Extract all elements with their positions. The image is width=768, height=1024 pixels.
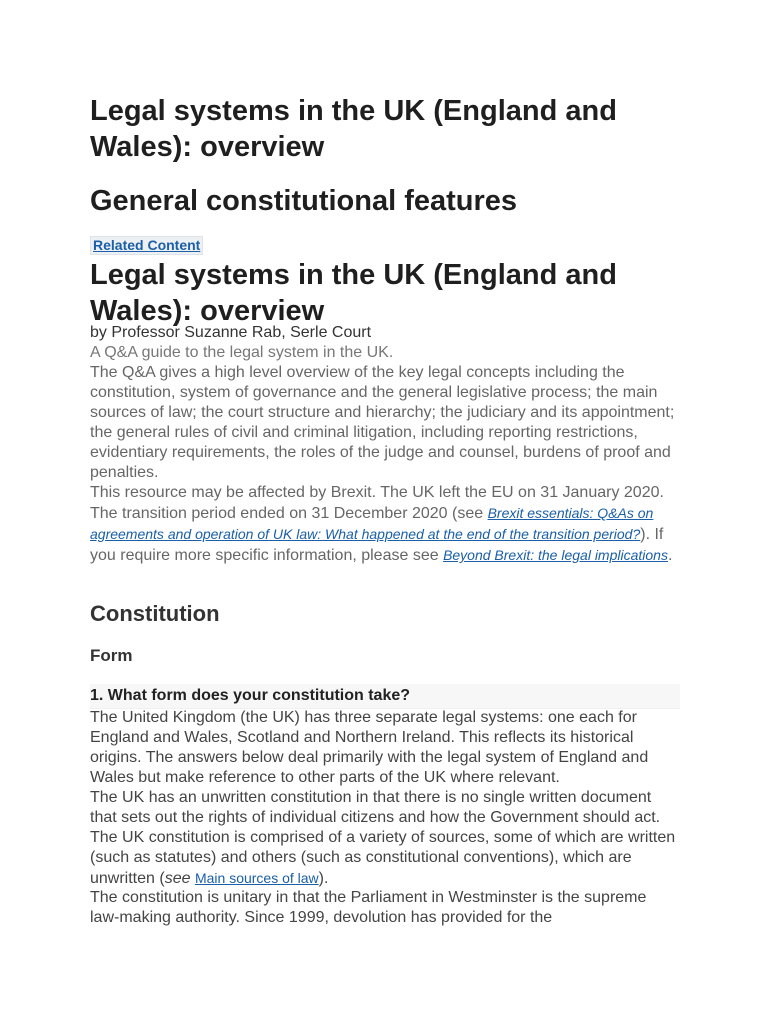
brexit-text-after: .: [667, 547, 673, 564]
answer-paragraph-3: The constitution is unitary in that the Parliament in Westminster is the supreme law-making authority. Since 1999, devolution has provided for the: [90, 889, 647, 926]
overview-paragraph: The Q&A gives a high level overview of the key legal concepts including the constitution, system of governance and the general legislative process; the main sources of law; the court structure and hierarchy; the judiciary and its appointment; the general rules of civil and criminal litigation, including reporting restrictions, evidentiary requirements, the roles of the judge and counsel, burdens of proof and penalties.: [90, 364, 675, 481]
author-byline: by Professor Suzanne Rab, Serle Court: [90, 324, 372, 341]
answer-paragraph-1: The United Kingdom (the UK) has three separate legal systems: one each for England and Wales, Scotland and Northern Ireland. This reflects its historical origins. The answers below deal primarily with the legal system of England and Wales but make reference to other parts of the UK where relevant.: [90, 709, 649, 786]
document-title: Legal systems in the UK (England and Wales): overview: [90, 95, 617, 163]
constitution-heading: Constitution: [90, 601, 220, 626]
article-title: Legal systems in the UK (England and Wales): overview: [90, 259, 617, 327]
answer-p2-text: The UK has an unwritten constitution in that there is no single written document that sets out the rights of individual citizens and how the Government should act. The UK constitution is comprised of a variety of sources, some of which are written (such as statutes) and others (such as constitutional conventions), which are unwritten (: [90, 789, 676, 887]
answer-p2-after: ).: [318, 870, 329, 887]
brexit-essentials-link[interactable]: Brexit essentials: Q&As on agreements and operation of UK law: What happened at the end of the transition period?: [90, 505, 654, 542]
main-sources-of-law-link[interactable]: Main sources of law: [194, 870, 319, 886]
related-content-link[interactable]: Related Content: [90, 236, 203, 255]
brexit-notice: [90, 483, 680, 566]
section-title: General constitutional features: [90, 185, 518, 217]
answer-p2-see: see: [164, 870, 191, 887]
answer-paragraph-2: [90, 788, 680, 889]
brexit-text-middle: ). If you require more specific information, please see: [90, 526, 664, 564]
question-heading: 1. What form does your constitution take?: [90, 684, 680, 709]
summary-text: A Q&A guide to the legal system in the UK.: [90, 344, 394, 361]
form-subheading: Form: [90, 646, 133, 665]
brexit-text-before: This resource may be affected by Brexit. The UK left the EU on 31 January 2020. The transition period ended on 31 December 2020 (see: [90, 484, 664, 522]
beyond-brexit-link[interactable]: Beyond Brexit: the legal implications: [443, 547, 668, 563]
